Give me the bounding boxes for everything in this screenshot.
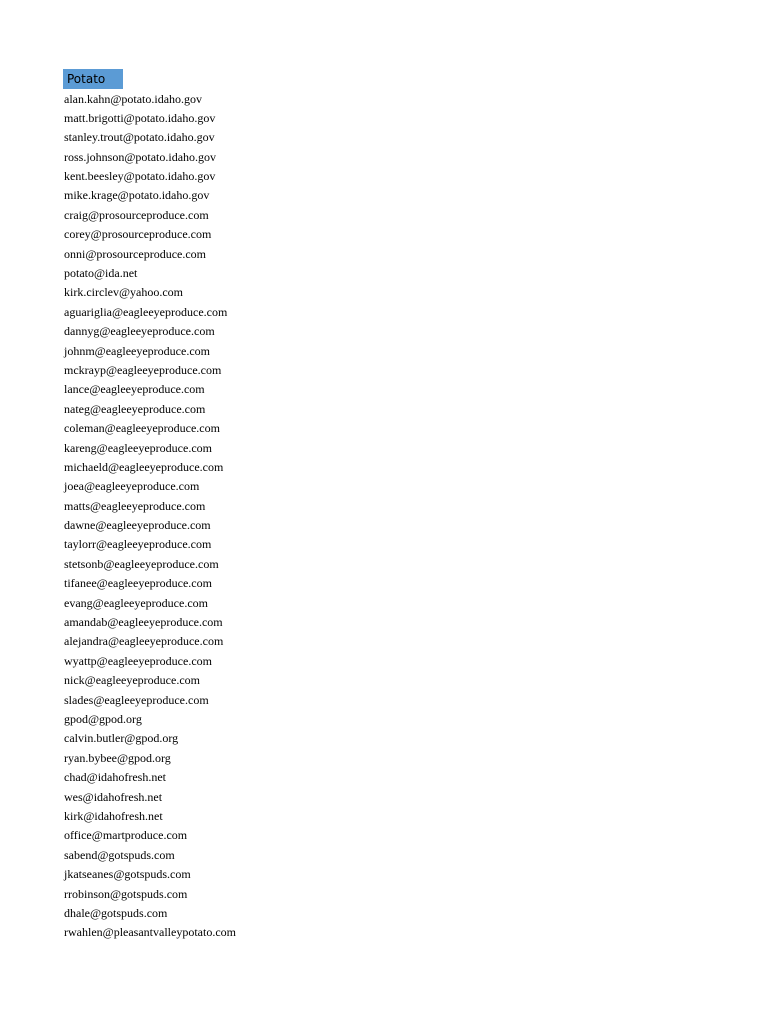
email-row: office@martproduce.com xyxy=(64,828,188,843)
email-row: corey@prosourceproduce.com xyxy=(64,227,212,242)
email-row: alan.kahn@potato.idaho.gov xyxy=(64,91,203,106)
email-row: craig@prosourceproduce.com xyxy=(64,207,209,222)
email-row: nateg@eagleeyeproduce.com xyxy=(64,401,206,416)
email-row: onni@prosourceproduce.com xyxy=(64,246,207,261)
email-row: tifanee@eagleeyeproduce.com xyxy=(64,576,212,591)
email-row: wes@idahofresh.net xyxy=(64,789,163,804)
email-list xyxy=(64,90,236,943)
email-row: kirk@idahofresh.net xyxy=(64,808,163,823)
email-row: potato@ida.net xyxy=(64,266,138,281)
email-row: johnm@eagleeyeproduce.com xyxy=(64,343,210,358)
email-row: matt.brigotti@potato.idaho.gov xyxy=(64,110,216,125)
email-row: sabend@gotspuds.com xyxy=(64,847,175,862)
email-row: rrobinson@gotspuds.com xyxy=(64,886,188,901)
email-row: aguariglia@eagleeyeproduce.com xyxy=(64,304,228,319)
email-row: slades@eagleeyeproduce.com xyxy=(64,692,209,707)
email-row: stetsonb@eagleeyeproduce.com xyxy=(64,556,219,571)
email-row: coleman@eagleeyeproduce.com xyxy=(64,421,220,436)
email-row: matts@eagleeyeproduce.com xyxy=(64,498,206,513)
email-row: nick@eagleeyeproduce.com xyxy=(64,673,200,688)
email-row: jkatseanes@gotspuds.com xyxy=(64,867,191,882)
email-row: ross.johnson@potato.idaho.gov xyxy=(64,149,217,164)
email-row: kent.beesley@potato.idaho.gov xyxy=(64,169,216,184)
email-row: joea@eagleeyeproduce.com xyxy=(64,479,200,494)
email-row: kareng@eagleeyeproduce.com xyxy=(64,440,212,455)
email-row: michaeld@eagleeyeproduce.com xyxy=(64,459,224,474)
email-row: chad@idahofresh.net xyxy=(64,770,167,785)
email-row: dannyg@eagleeyeproduce.com xyxy=(64,324,215,339)
email-row: taylorr@eagleeyeproduce.com xyxy=(64,537,212,552)
column-header-cell: Potato xyxy=(63,69,123,89)
email-row: evang@eagleeyeproduce.com xyxy=(64,595,208,610)
email-row: ryan.bybee@gpod.org xyxy=(64,750,171,765)
email-row: mckrayp@eagleeyeproduce.com xyxy=(64,362,222,377)
email-row: calvin.butler@gpod.org xyxy=(64,731,179,746)
email-row: stanley.trout@potato.idaho.gov xyxy=(64,130,215,145)
email-row: mike.krage@potato.idaho.gov xyxy=(64,188,210,203)
email-row: lance@eagleeyeproduce.com xyxy=(64,382,205,397)
email-row: kirk.circlev@yahoo.com xyxy=(64,285,184,300)
email-row: alejandra@eagleeyeproduce.com xyxy=(64,634,224,649)
email-row: dawne@eagleeyeproduce.com xyxy=(64,518,211,533)
email-row: wyattp@eagleeyeproduce.com xyxy=(64,653,212,668)
email-row: rwahlen@pleasantvalleypotato.com xyxy=(64,925,236,940)
email-row: amandab@eagleeyeproduce.com xyxy=(64,615,223,630)
email-row: dhale@gotspuds.com xyxy=(64,905,168,920)
email-row: gpod@gpod.org xyxy=(64,712,142,726)
